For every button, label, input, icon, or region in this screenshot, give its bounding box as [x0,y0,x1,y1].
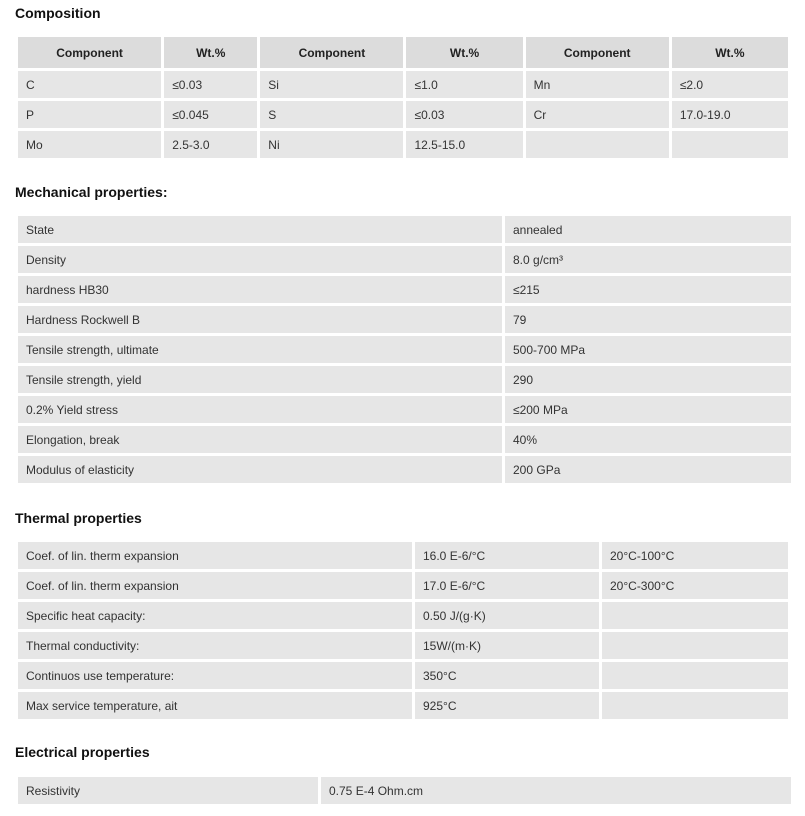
table-cell: 12.5-15.0 [406,131,522,158]
electrical-heading: Electrical properties [15,744,150,760]
column-header: Wt.% [164,37,257,68]
mechanical-heading: Mechanical properties: [15,184,168,200]
property-condition [602,692,788,719]
composition-header-row [18,37,788,68]
property-value: 925°C [415,692,599,719]
table-cell: Si [260,71,403,98]
thermal-table [15,539,791,722]
property-name: hardness HB30 [18,276,502,303]
table-cell: 17.0-19.0 [672,101,788,128]
table-row [18,306,791,333]
property-value: ≤200 MPa [505,396,791,423]
property-value: 350°C [415,662,599,689]
property-name: Hardness Rockwell B [18,306,502,333]
table-row [18,662,788,689]
table-cell: ≤2.0 [672,71,788,98]
column-header: Wt.% [406,37,522,68]
column-header: Component [526,37,669,68]
table-row [18,101,788,128]
table-cell: ≤0.03 [406,101,522,128]
property-name: Coef. of lin. therm expansion [18,572,412,599]
property-value: 0.75 E-4 Ohm.cm [321,777,791,804]
table-cell: C [18,71,161,98]
mechanical-table [15,213,794,486]
table-row [18,456,791,483]
table-cell: Ni [260,131,403,158]
table-row [18,572,788,599]
table-row [18,602,788,629]
electrical-table [15,774,794,807]
property-value: 0.50 J/(g·K) [415,602,599,629]
composition-heading: Composition [15,5,101,21]
property-name: Specific heat capacity: [18,602,412,629]
table-cell: S [260,101,403,128]
column-header: Wt.% [672,37,788,68]
property-condition [602,632,788,659]
table-row [18,542,788,569]
property-value: 79 [505,306,791,333]
property-name: Continuos use temperature: [18,662,412,689]
table-row [18,396,791,423]
property-name: Tensile strength, ultimate [18,336,502,363]
property-condition [602,602,788,629]
property-name: 0.2% Yield stress [18,396,502,423]
property-name: Modulus of elasticity [18,456,502,483]
property-name: Density [18,246,502,273]
table-cell: ≤0.045 [164,101,257,128]
property-name: Resistivity [18,777,318,804]
property-value: 500-700 MPa [505,336,791,363]
property-name: Tensile strength, yield [18,366,502,393]
property-name: State [18,216,502,243]
table-row [18,276,791,303]
property-condition: 20°C-300°C [602,572,788,599]
table-cell: P [18,101,161,128]
table-cell [672,131,788,158]
table-cell: ≤1.0 [406,71,522,98]
property-name: Max service temperature, ait [18,692,412,719]
property-name: Elongation, break [18,426,502,453]
table-cell: Mo [18,131,161,158]
property-value: 8.0 g/cm³ [505,246,791,273]
property-value: 40% [505,426,791,453]
property-value: 16.0 E-6/°C [415,542,599,569]
property-condition [602,662,788,689]
table-row [18,71,788,98]
table-cell [526,131,669,158]
column-header: Component [260,37,403,68]
table-row [18,692,788,719]
property-value: annealed [505,216,791,243]
table-cell: Mn [526,71,669,98]
table-row [18,246,791,273]
table-row [18,131,788,158]
property-value: 17.0 E-6/°C [415,572,599,599]
table-cell: ≤0.03 [164,71,257,98]
property-value: 290 [505,366,791,393]
table-row [18,336,791,363]
table-row [18,366,791,393]
property-value: 15W/(m·K) [415,632,599,659]
table-row [18,632,788,659]
table-row [18,216,791,243]
thermal-heading: Thermal properties [15,510,142,526]
property-value: 200 GPa [505,456,791,483]
composition-table [15,34,791,161]
table-cell: Cr [526,101,669,128]
table-cell: 2.5-3.0 [164,131,257,158]
property-name: Thermal conductivity: [18,632,412,659]
column-header: Component [18,37,161,68]
table-row [18,426,791,453]
property-condition: 20°C-100°C [602,542,788,569]
table-row [18,777,791,804]
property-value: ≤215 [505,276,791,303]
property-name: Coef. of lin. therm expansion [18,542,412,569]
